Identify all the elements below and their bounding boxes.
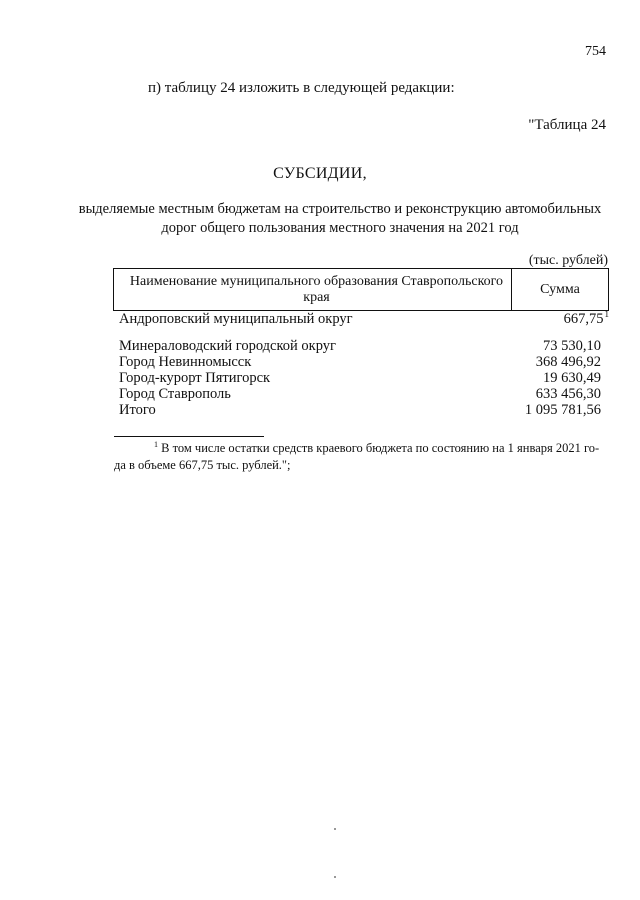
row-amount: 667,75$^1$ bbox=[563, 309, 609, 327]
row-name: Итого bbox=[119, 402, 156, 418]
page-number: 754 bbox=[585, 44, 606, 59]
row-amount: 633 456,30 bbox=[535, 386, 601, 402]
scan-speck bbox=[334, 828, 336, 830]
intro-paragraph: п) таблицу 24 изложить в следующей редакции: bbox=[148, 80, 455, 96]
table-header bbox=[113, 268, 609, 311]
table-row bbox=[113, 311, 609, 338]
row-name: Город Невинномысск bbox=[119, 354, 252, 370]
document-subtitle: выделяемые местным бюджетам на строительство и реконструкцию автомобильных дорог общего пользования местного значения на 2021 год bbox=[78, 201, 602, 236]
header-name-cell: Наименование муниципального образования Ставропольского края bbox=[114, 269, 512, 310]
row-amount: 1 095 781,56 bbox=[524, 402, 601, 418]
table-row bbox=[113, 354, 609, 370]
footnote-text-line-2: да в объеме 667,75 тыс. рублей."; bbox=[114, 458, 291, 472]
document-title: СУБСИДИИ, bbox=[273, 165, 367, 182]
row-name: Минераловодский городской округ bbox=[119, 338, 336, 354]
footnote-mark: 1 bbox=[154, 440, 158, 449]
footnote-text-line-1: В том числе остатки средств краевого бюджета по состоянию на 1 января 2021 го- bbox=[161, 441, 600, 455]
footnote bbox=[114, 440, 610, 474]
table-row bbox=[113, 338, 609, 354]
row-name: Андроповский муниципальный округ bbox=[119, 311, 353, 327]
footnote-mark: 1 bbox=[604, 309, 609, 319]
row-name: Город-курорт Пятигорск bbox=[119, 370, 271, 386]
table-row bbox=[113, 402, 609, 418]
footnote-divider bbox=[114, 436, 264, 437]
scan-speck bbox=[334, 876, 336, 878]
header-sum-cell: Сумма bbox=[540, 281, 580, 297]
table-row bbox=[113, 386, 609, 402]
row-name: Город Ставрополь bbox=[119, 386, 231, 402]
units-label: (тыс. рублей) bbox=[528, 253, 608, 268]
table-body bbox=[113, 311, 609, 418]
row-amount: 368 496,92 bbox=[535, 354, 601, 370]
row-amount: 19 630,49 bbox=[543, 370, 601, 386]
table-label: "Таблица 24 bbox=[528, 117, 606, 133]
table-row bbox=[113, 370, 609, 386]
row-amount: 73 530,10 bbox=[543, 338, 601, 354]
